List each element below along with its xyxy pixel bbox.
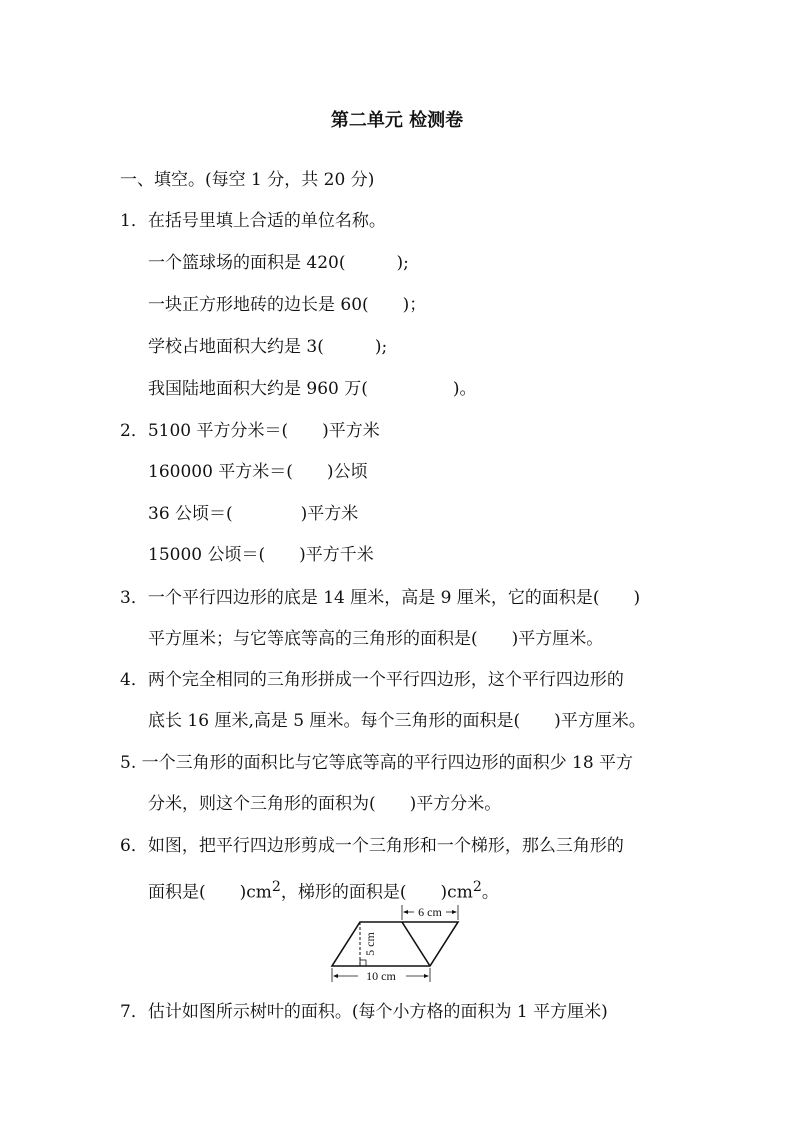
q6-sup-1: 2 bbox=[271, 879, 281, 895]
question-6-line-1: 6．如图，把平行四边形剪成一个三角形和一个梯形，那么三角形的 bbox=[120, 836, 624, 856]
q6-sup-2: 2 bbox=[472, 879, 482, 895]
question-5-line-2: 分米，则这个三角形的面积为( )平方分米。 bbox=[148, 794, 502, 814]
cut-line bbox=[402, 922, 430, 966]
question-1-item-1: 一个篮球场的面积是 420( ); bbox=[148, 253, 409, 273]
question-5-line-1: 5. 一个三角形的面积比与它等底等高的平行四边形的面积少 18 平方 bbox=[120, 753, 634, 773]
question-3-line-2: 平方厘米；与它等底等高的三角形的面积是( )平方厘米。 bbox=[148, 629, 604, 649]
question-4-line-1: 4．两个完全相同的三角形拼成一个平行四边形，这个平行四边形的 bbox=[120, 670, 624, 690]
parallelogram-figure bbox=[330, 902, 470, 988]
section-heading: 一、填空。(每空 1 分，共 20 分) bbox=[120, 170, 375, 190]
question-1-item-4: 我国陆地面积大约是 960 万( )。 bbox=[148, 379, 477, 399]
top-dimension-label: 6 cm bbox=[418, 905, 442, 919]
parallelogram-diagram bbox=[330, 902, 470, 988]
q6-part-1: 面积是( )cm bbox=[148, 882, 272, 903]
height-dimension-label: 5 cm bbox=[363, 932, 377, 956]
question-2-item-2: 160000 平方米＝( )公顷 bbox=[148, 462, 368, 482]
base-dimension-label: 10 cm bbox=[366, 969, 396, 983]
question-1-item-3: 学校占地面积大约是 3( ); bbox=[148, 337, 388, 357]
question-4-line-2: 底长 16 厘米,高是 5 厘米。每个三角形的面积是( )平方厘米。 bbox=[148, 711, 646, 731]
parallelogram-outline bbox=[332, 922, 458, 966]
question-2-item-3: 36 公顷＝( )平方米 bbox=[148, 504, 359, 524]
q6-part-2: ，梯形的面积是( )cm bbox=[280, 882, 473, 903]
right-angle-mark bbox=[360, 960, 366, 966]
question-1-item-2: 一块正方形地砖的边长是 60( )； bbox=[148, 295, 427, 315]
q6-part-3: 。 bbox=[481, 882, 499, 903]
page-title: 第二单元 检测卷 bbox=[330, 110, 464, 131]
question-2-item-4: 15000 公顷＝( )平方千米 bbox=[148, 545, 374, 565]
question-1: 1．在括号里填上合适的单位名称。 bbox=[120, 211, 386, 231]
question-7: 7．估计如图所示树叶的面积。(每个小方格的面积为 1 平方厘米) bbox=[120, 1002, 608, 1022]
question-2: 2．5100 平方分米＝( )平方米 bbox=[120, 421, 380, 441]
question-3-line-1: 3．一个平行四边形的底是 14 厘米，高是 9 厘米，它的面积是( ) bbox=[120, 588, 641, 608]
question-6-line-2 bbox=[148, 875, 499, 905]
